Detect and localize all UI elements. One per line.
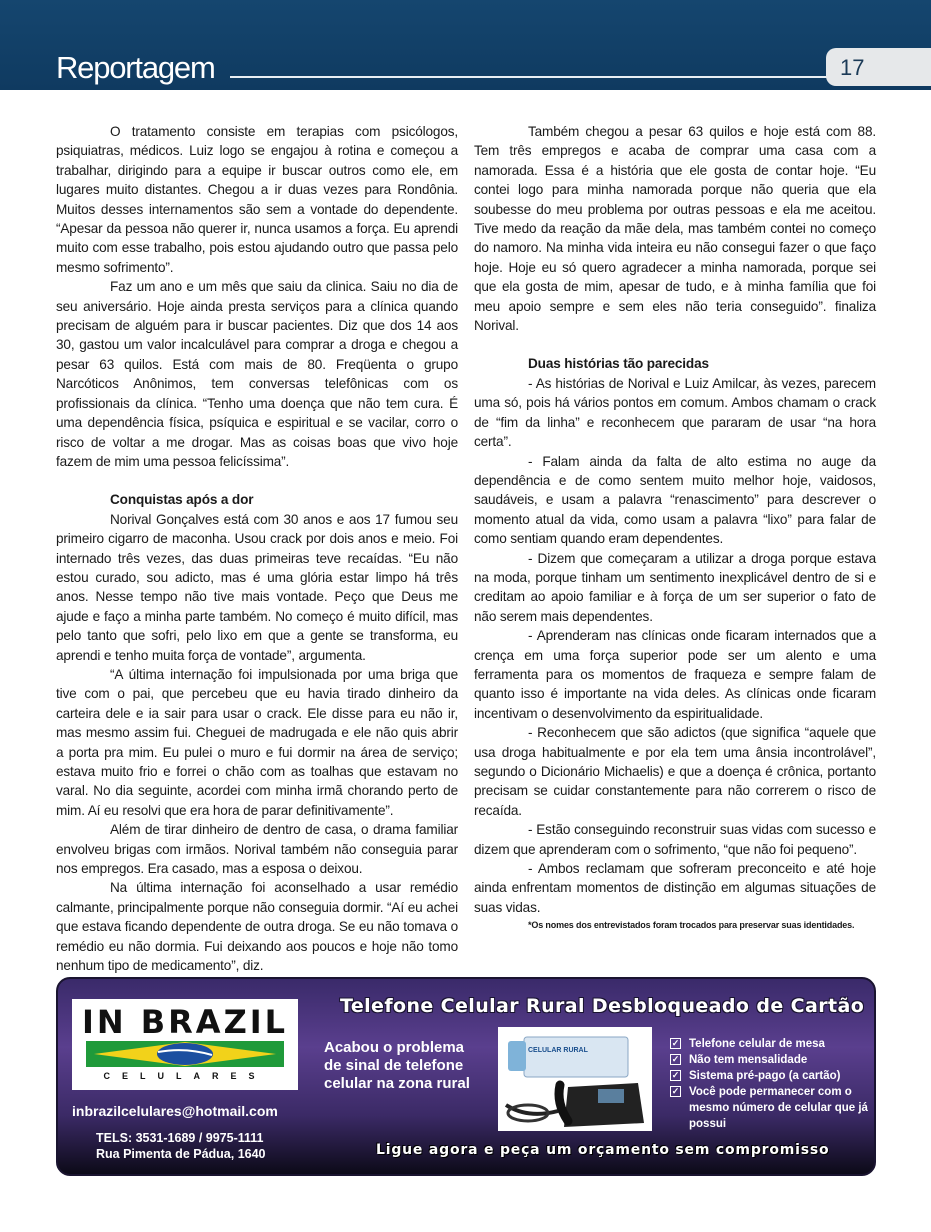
list-item: ✓ Você pode permanecer com o mesmo número de celular que já possui bbox=[671, 1086, 868, 1130]
list-item: ✓ Não tem mensalidade bbox=[671, 1054, 808, 1066]
logo-subtitle: CELULARES bbox=[103, 1071, 267, 1081]
subheading: Duas histórias tão parecidas bbox=[528, 356, 709, 372]
contact-address: Rua Pimenta de Pádua, 1640 bbox=[96, 1147, 266, 1161]
page-header bbox=[0, 0, 931, 90]
ad-title: Telefone Celular Rural Desbloqueado de Cartão bbox=[340, 995, 865, 1017]
footnote: *Os nomes dos entrevistados foram trocados para preservar suas identidades. bbox=[528, 920, 855, 931]
product-label: CELULAR RURAL bbox=[528, 1047, 588, 1054]
feature-list bbox=[670, 1036, 870, 1132]
paragraph: O tratamento consiste em terapias com psicólogos, psiquiatras, médicos. Luiz logo se engajou à rotina e começou a trabalhar, dirigindo para a equipe ir buscar outros como ele, em lugares muito distantes. Chegou a ir duas vezes para Rondônia. Muitos desses internamentos são sem a vontade do dependente. “Apesar da pessoa não querer ir, nunca usamos a força. Eu aprendi muito com esse trabalho, pois estou ajudando outro que passa pelo mesmo sofrimento”. bbox=[56, 124, 458, 275]
brazil-flag-icon bbox=[86, 1041, 284, 1067]
paragraph: - Estão conseguindo reconstruir suas vidas com sucesso e dizem que aprenderam com o sofrimento, “que não foi pequeno”. bbox=[474, 822, 876, 857]
paragraph: - Aprenderam nas clínicas onde ficaram internados que a crença em uma força superior pode ser um alento e uma ferramenta para os momentos de fraqueza e sempre falam de quanto isso é importante na vida deles. As clínicas onde ficaram incentivam o desenvolvimento da espiritualidade. bbox=[474, 628, 876, 721]
paragraph: - Reconhecem que são adictos (que significa “aquele que usa droga habitualmente e por ela tem uma ânsia incontrolável”, segundo o Dicionário Michaelis) e que a doença é crônica, portanto precisam se cuidar constantemente para não correrem o risco de recaída. bbox=[474, 725, 876, 818]
page-number-tab bbox=[826, 48, 931, 86]
call-to-action: Ligue agora e peça um orçamento sem compromisso bbox=[376, 1142, 830, 1158]
paragraph: - Ambos reclamam que sofreram preconceito e até hoje ainda enfrentam momentos de distinção em algumas situações de suas vidas. bbox=[474, 861, 876, 915]
paragraph: Além de tirar dinheiro de dentro de casa, o drama familiar envolveu brigas com irmãos. Norival também não conseguia parar nos empregos. Era casado, mas a esposa o deixou. bbox=[56, 822, 458, 877]
checkbox-icon: ✓ bbox=[671, 1070, 680, 1080]
checkbox-icon: ✓ bbox=[671, 1054, 680, 1064]
checkbox-icon: ✓ bbox=[671, 1038, 680, 1048]
advertiser-logo bbox=[72, 999, 298, 1090]
section-title: Reportagem bbox=[56, 50, 215, 85]
paragraph: Também chegou a pesar 63 quilos e hoje está com 88. Tem três empregos e acaba de comprar uma casa com a namorada. Essa é a história que ele gosta de contar hoje. “Eu contei logo para minha namorada porque não queria que ela soubesse do meu problema por outras pessoas e ela me aceitou. Tive medo da reação da mãe dela, mas também contei no começo do namoro. Na minha vida inteira eu não consegui fazer o que faço hoje. Hoje eu só quero agradecer a minha namorada, porque sei que ela gosta de mim, apesar de tudo, e à minha família que foi meu apoio sempre e sem eles não teria conseguido”. finaliza Norival. bbox=[474, 124, 876, 334]
paragraph: - Dizem que começaram a utilizar a droga porque estava na moda, porque tinham um sentimento inexplicável dentro de si e creditam ao apoio familiar e à força de um ser superior o fato de não serem mais dependentes. bbox=[474, 550, 876, 624]
header-rule bbox=[230, 76, 830, 78]
paragraph: - As histórias de Norival e Luiz Amilcar, às vezes, parecem uma só, pois há vários pontos em comum. Ambos chamam o crack de “fim da linha” e reconhecem que pararam de usar “na hora certa”. bbox=[474, 375, 876, 450]
list-item: ✓ Telefone celular de mesa bbox=[671, 1038, 825, 1050]
paragraph: Faz um ano e um mês que saiu da clinica. Saiu no dia de seu aniversário. Hoje ainda presta serviços para a clínica quando precisam de alguém para ir buscar pacientes. Diz que dos 14 aos 30, gastou um valor incalculável para comprar a droga e chegou a pesar 63 quilos. Está com mais de 80. Freqüenta o grupo Narcóticos Anônimos, tem conversas telefônicas com os profissionais da clínica. “Tenho uma doença que não tem cura. É uma dependência física, psíquica e espiritual e se vacilar, corro o risco de voltar a me drogar. Mas as coisas boas que vivo hoje fazem de mim uma pessoa felicíssima”. bbox=[56, 279, 458, 469]
desk-phone-icon bbox=[498, 1027, 652, 1131]
contact-phones: TELS: 3531-1689 / 9975-1111 bbox=[96, 1131, 264, 1145]
checkbox-icon: ✓ bbox=[671, 1086, 680, 1096]
ad-slogan: Acabou o problema de sinal de telefone celular na zona rural bbox=[324, 1039, 470, 1092]
subheading: Conquistas após a dor bbox=[110, 492, 254, 508]
page-number: 17 bbox=[840, 55, 865, 80]
logo-text: IN BRAZIL bbox=[81, 1003, 289, 1041]
contact-email: inbrazilcelulares@hotmail.com bbox=[72, 1103, 278, 1119]
paragraph: Na última internação foi aconselhado a usar remédio calmante, principalmente porque não conseguia dormir. “Aí eu achei que estava ficando dependente de outra droga. Se eu não tomava o remédio eu não dormia. Fui deixando aos poucos e hoje não tomo nenhum tipo de medicamento”, diz. bbox=[56, 880, 458, 974]
product-image bbox=[498, 1027, 652, 1131]
list-item: ✓ Sistema pré-pago (a cartão) bbox=[671, 1070, 841, 1082]
advertisement bbox=[56, 977, 876, 1176]
paragraph: - Falam ainda da falta de alto estima no auge da dependência e de como sentem muito melhor hoje, vaidosos, saudáveis, e usam a palavra “renascimento” para descrever o momento atual da vida, como usam a palavra “lixo” para falar de como sentiam quando eram dependentes. bbox=[474, 453, 876, 547]
paragraph: Norival Gonçalves está com 30 anos e aos 17 fumou seu primeiro cigarro de maconha. Usou crack por dois anos e meio. Foi internado três vezes, das duas primeiras teve recaídas. “Eu não estou curado, sou adicto, mas é uma glória estar limpo há três anos. Nesse tempo não tive mais vontade. Peço que Deus me ajude e faço a minha parte também. No começo é muito difícil, mas pelo tanto que sofri, pelo lixo em que a gente se transforma, eu aprendi e tenho muita força de vontade”, argumenta. bbox=[56, 511, 458, 663]
right-column bbox=[474, 122, 876, 932]
left-column bbox=[56, 122, 458, 975]
paragraph: “A última internação foi impulsionada por uma briga que tive com o pai, que percebeu que eu havia tirado dinheiro da carteira dele e ia sair para usar o crack. Ele disse para eu não ir, mas mesmo assim fui. Cheguei de madrugada e ele não quis abrir a porta pra mim. Eu pulei o muro e fui dormir na área de serviço; estava muito frio e forrei o chão com as toalhas que estavam no varal. No dia seguinte, acordei com minha irmã chorando perto de mim. Aí eu resolvi que era hora de parar definitivamente”. bbox=[56, 666, 458, 818]
